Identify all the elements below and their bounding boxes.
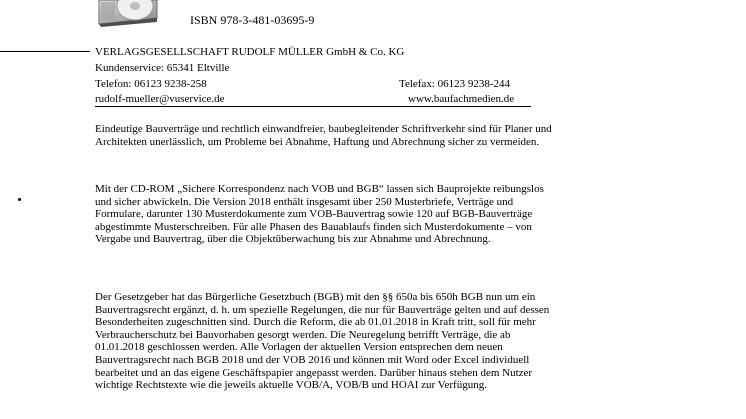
paragraph-law: Der Gesetzgeber hat das Bürgerliche Gesetzbuch (BGB) mit den §§ 650a bis 650h BGB nun um ein Bauvertragsrecht ergänzt, d. h. um spezielle Regelungen, die nur für Bauverträge gelten und auf dessen Besonderheiten zugeschnitten sind. Durch die Reform, die ab 01.01.2018 in Kraft tritt, soll für mehr Verbraucherschutz bei Bauvorhaben gesorgt werden. Die Neuregelung betrifft Verträge, die ab 01.01.2018 geschlossen werden. Alle Vorlagen der aktuellen Version entsprechen dem neuen Bauvertragsrecht nach BGB 2018 und der VOB 2016 und können mit Word oder Excel individuell bearbeitet und an das eigene Geschäftspapier angepasst werden. Darüber hinaus stehen dem Nutzer wichtige Rechtstexte wie die jeweils aktuelle VOB/A, VOB/B und HOAI zur Verfügung.	[95, 291, 550, 392]
cd-case-icon	[97, 0, 159, 27]
divider-rule	[0, 51, 90, 52]
website-link[interactable]: www.baufachmedien.de	[408, 93, 515, 105]
paragraph-cd-rom: Mit der CD-ROM „Sichere Korrespondenz nach VOB und BGB“ lassen sich Bauprojekte reibungslos und sicher abwickeln. Die Version 2018 enthält insgesamt über 250 Musterbriefe, Verträge und Formulare, darunter 130 Musterdokumente zum VOB-Bauvertrag sowie 120 auf BGB-Bauverträge abgestimmte Musterschreiben. Für alle Phasen des Bauablaufs finden sich Musterdokumente – von Vergabe und Bauvertrag, über die Objektüberwachung bis zur Abnahme und Abrechnung.	[95, 183, 544, 246]
product-cd-image	[97, 0, 159, 27]
publisher-name: VERLAGSGESELLSCHAFT RUDOLF MÜLLER GmbH & Co. KG	[95, 46, 405, 58]
contact-underline	[95, 106, 531, 107]
customer-service: Kundenservice: 65341 Eltville	[95, 62, 230, 74]
bullet-marker	[18, 198, 21, 201]
email-address[interactable]: rudolf-mueller@vuservice.de	[95, 93, 225, 105]
phone-number: Telefon: 06123 9238-258	[95, 78, 207, 90]
paragraph-intro: Eindeutige Bauverträge und rechtlich einwandfreier, baubegleitender Schriftverkehr sind für Planer und Architekten unerlässlich, um Probleme bei Abnahme, Haftung und Abrechnung sicher zu vermeiden.	[95, 123, 552, 148]
isbn-number: ISBN 978-3-481-03695-9	[190, 13, 315, 27]
fax-number: Telefax: 06123 9238-244	[399, 78, 511, 90]
